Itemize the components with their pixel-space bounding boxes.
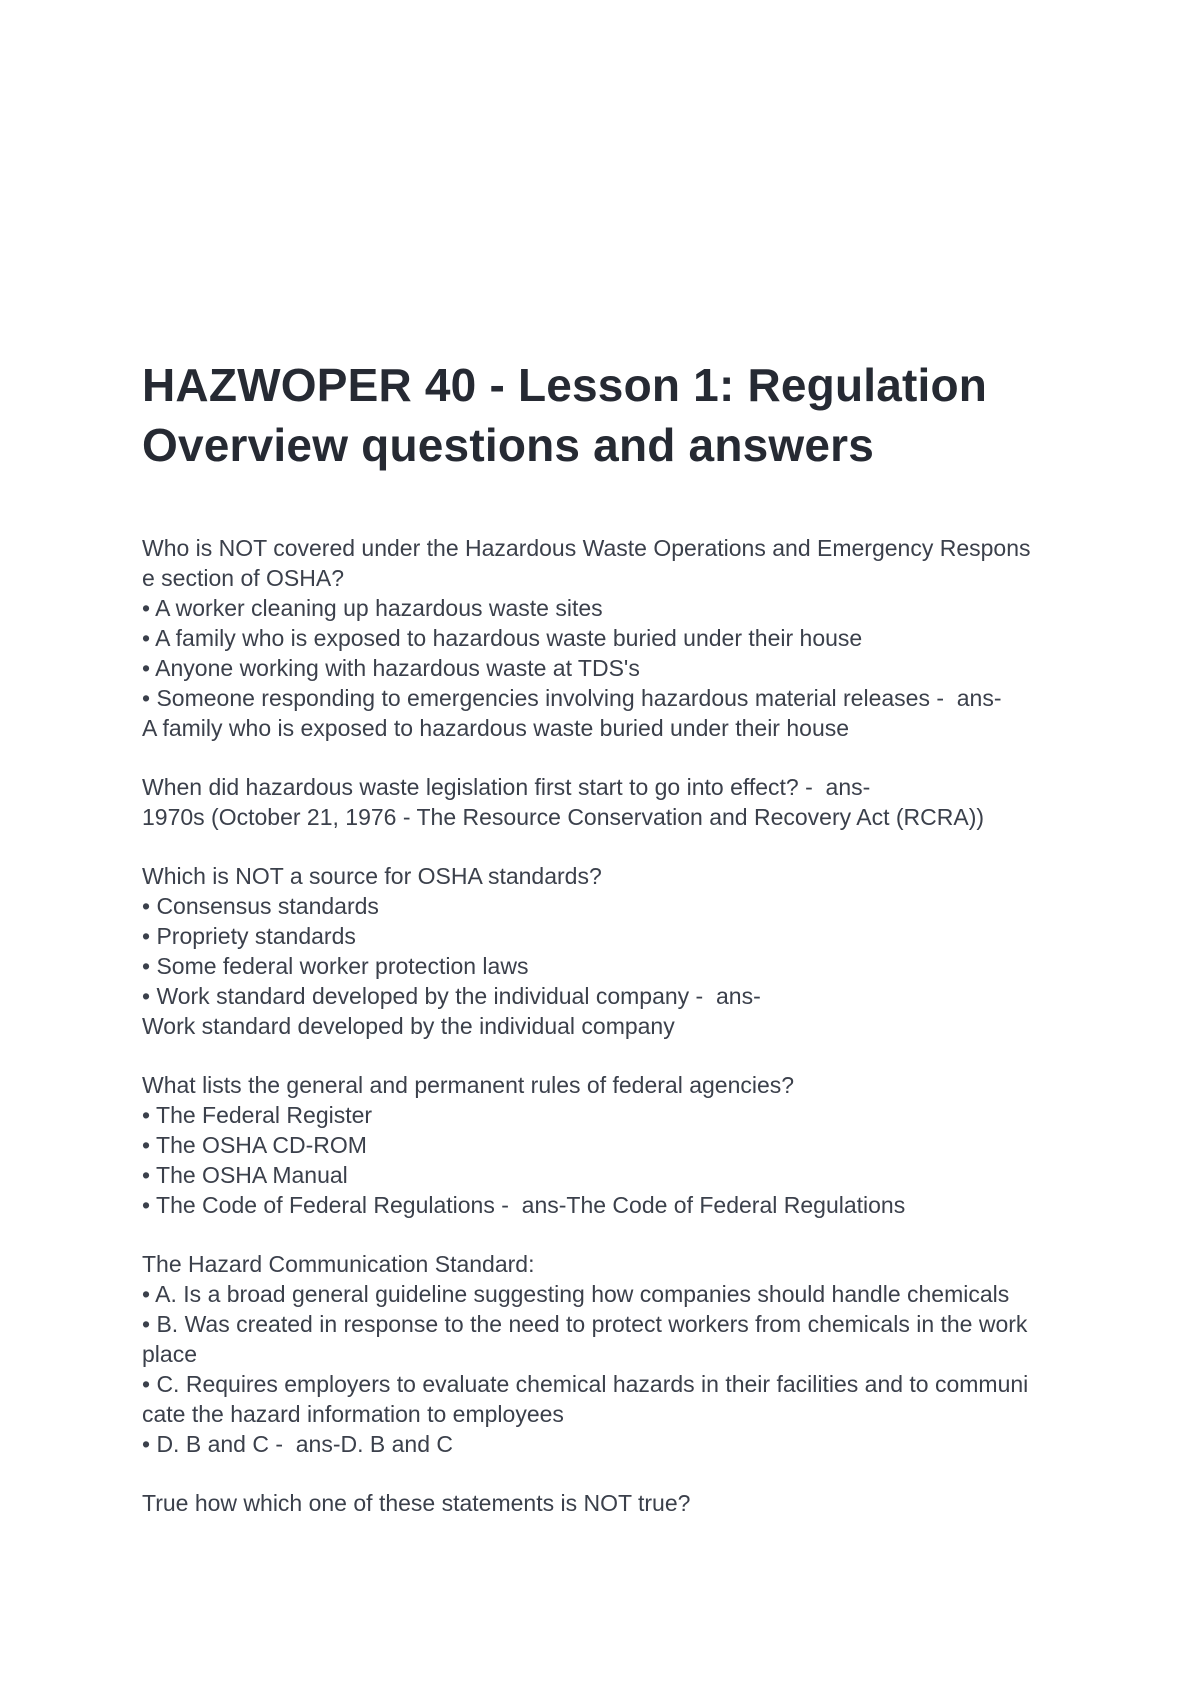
qa-line: Who is NOT covered under the Hazardous Waste Operations and Emergency Respons — [142, 535, 1031, 561]
qa-line: What lists the general and permanent rules of federal agencies? — [142, 1072, 795, 1098]
qa-line: e section of OSHA? — [142, 565, 344, 591]
qa-line: cate the hazard information to employees — [142, 1401, 564, 1427]
qa-line: • A family who is exposed to hazardous waste buried under their house — [142, 625, 863, 651]
qa-line: • Propriety standards — [142, 923, 356, 949]
qa-line: Work standard developed by the individual company — [142, 1013, 675, 1039]
qa-block — [142, 1488, 1082, 1518]
qa-line: • Anyone working with hazardous waste at TDS's — [142, 655, 640, 681]
qa-line: The Hazard Communication Standard: — [142, 1251, 535, 1277]
qa-line: • The Code of Federal Regulations - ans-The Code of Federal Regulations — [142, 1192, 906, 1218]
document-title: HAZWOPER 40 - Lesson 1: Regulation Overview questions and answers — [142, 359, 988, 471]
qa-line: • C. Requires employers to evaluate chemical hazards in their facilities and to communi — [142, 1371, 1029, 1397]
qa-line: • D. B and C - ans-D. B and C — [142, 1431, 454, 1457]
qa-block — [142, 533, 1082, 743]
qa-line: • Consensus standards — [142, 893, 379, 919]
qa-line: • The OSHA Manual — [142, 1162, 348, 1188]
qa-line: 1970s (October 21, 1976 - The Resource Conservation and Recovery Act (RCRA)) — [142, 804, 985, 830]
qa-line: place — [142, 1341, 197, 1367]
qa-line: • Someone responding to emergencies involving hazardous material releases - ans- — [142, 685, 1002, 711]
qa-line: • A worker cleaning up hazardous waste sites — [142, 595, 603, 621]
qa-line: • Work standard developed by the individual company - ans- — [142, 983, 761, 1009]
qa-line: A family who is exposed to hazardous waste buried under their house — [142, 715, 850, 741]
qa-line: Which is NOT a source for OSHA standards? — [142, 863, 602, 889]
qa-block — [142, 772, 1082, 832]
qa-list — [142, 533, 1082, 1518]
qa-block — [142, 1249, 1082, 1459]
qa-line: • The Federal Register — [142, 1102, 373, 1128]
qa-block — [142, 861, 1082, 1041]
qa-block — [142, 1070, 1082, 1220]
qa-line: • The OSHA CD-ROM — [142, 1132, 367, 1158]
document-page — [142, 355, 1082, 1547]
qa-line: • Some federal worker protection laws — [142, 953, 529, 979]
qa-line: When did hazardous waste legislation first start to go into effect? - ans- — [142, 774, 871, 800]
qa-line: True how which one of these statements is NOT true? — [142, 1490, 691, 1516]
qa-line: • A. Is a broad general guideline suggesting how companies should handle chemicals — [142, 1281, 1010, 1307]
qa-line: • B. Was created in response to the need to protect workers from chemicals in the work — [142, 1311, 1028, 1337]
